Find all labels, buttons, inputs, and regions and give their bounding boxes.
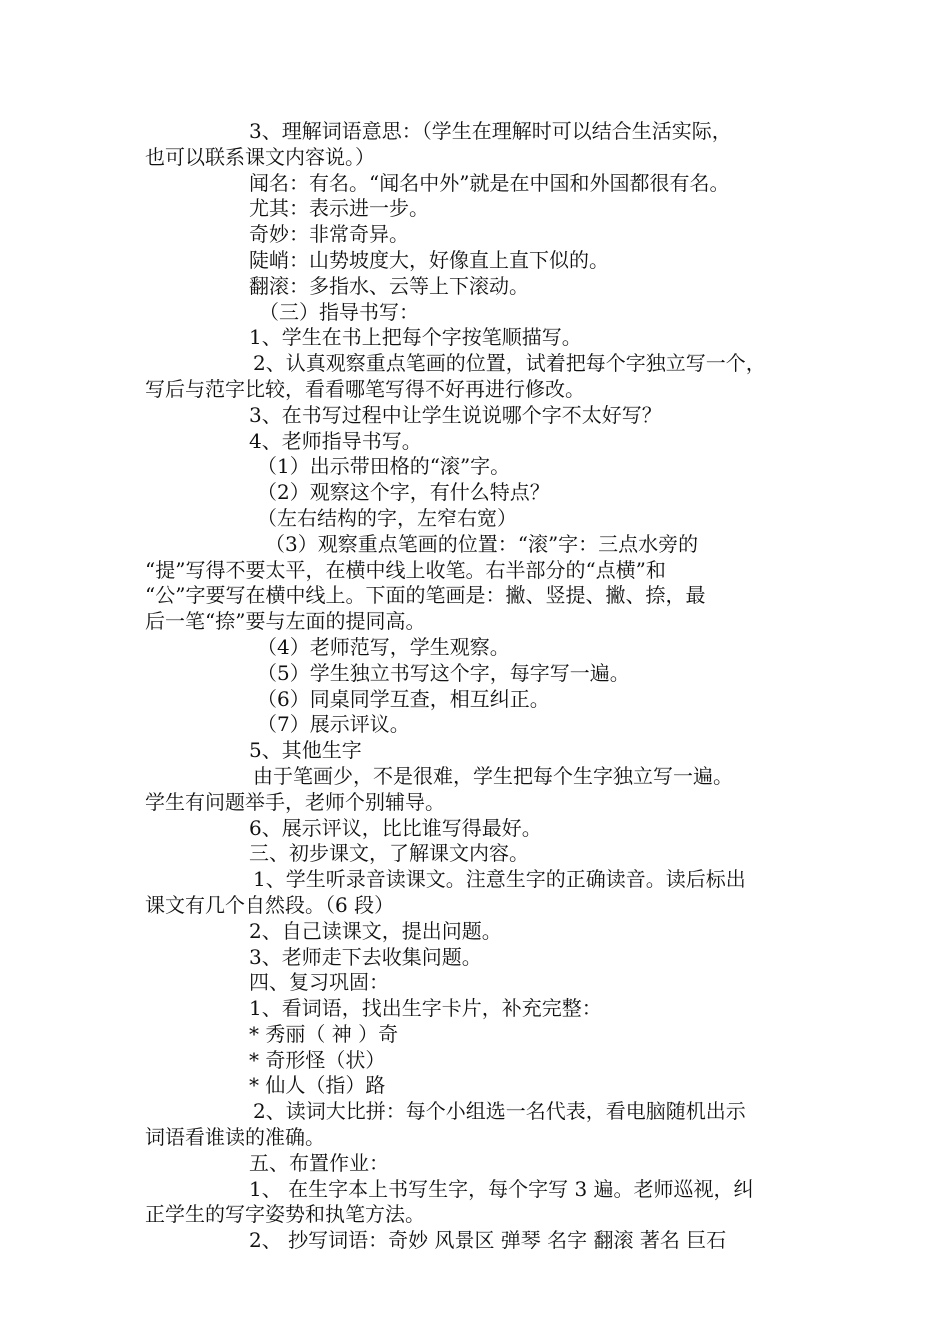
paragraph-line: （3）观察重点笔画的位置：“滚”字：三点水旁的 (265, 531, 699, 556)
paragraph-line: 写后与范字比较，看看哪笔写得不好再进行修改。 (145, 376, 585, 401)
paragraph-line: （2）观察这个字，有什么特点？ (257, 480, 550, 505)
paragraph-line: 2、 抄写词语：奇妙 风景区 弹琴 名字 翻滚 著名 巨石 (249, 1228, 727, 1253)
paragraph-line: （5）学生独立书写这个字，每字写一遍。 (257, 660, 630, 685)
paragraph-line: （4）老师范写，学生观察。 (257, 634, 510, 659)
paragraph-line: 尤其：表示进一步。 (249, 196, 429, 221)
paragraph-line: 5、其他生字 (249, 738, 362, 763)
paragraph-line: 3、在书写过程中让学生说说哪个字不太好写？ (249, 402, 662, 427)
section-heading: 三、初步课文，了解课文内容。 (249, 841, 529, 866)
paragraph-line: 1、学生在书上把每个字按笔顺描写。 (249, 325, 582, 350)
paragraph-line: 课文有几个自然段。（6 段） (145, 892, 395, 917)
paragraph-line: 2、读词大比拼：每个小组选一名代表，看电脑随机出示 (253, 1099, 746, 1124)
paragraph-line: “公”字要写在横中线上。下面的笔画是：撇、竖提、撇、捺，最 (145, 583, 706, 608)
paragraph-line: “提”写得不要太平，在横中线上收笔。右半部分的“点横”和 (145, 557, 666, 582)
paragraph-line: 1、 在生字本上书写生字，每个字写 3 遍。老师巡视，纠 (249, 1176, 754, 1201)
lesson-plan-text (145, 119, 825, 1254)
section-heading: 四、复习巩固： (249, 970, 389, 995)
paragraph-line: （6）同桌同学互查，相互纠正。 (257, 686, 550, 711)
paragraph-line: 1、学生听录音读课文。注意生字的正确读音。读后标出 (253, 867, 746, 892)
paragraph-line: 后一笔“捺”要与左面的提同高。 (145, 609, 426, 634)
paragraph-line: 2、自己读课文，提出问题。 (249, 918, 502, 943)
paragraph-line: 由于笔画少，不是很难，学生把每个生字独立写一遍。 (253, 763, 733, 788)
list-item: * 仙人（指）路 (249, 1073, 386, 1098)
paragraph-line: 1、看词语，找出生字卡片，补充完整： (249, 996, 602, 1021)
paragraph-line: 3、老师走下去收集问题。 (249, 944, 482, 969)
paragraph-line: 闻名：有名。“闻名中外”就是在中国和外国都很有名。 (249, 170, 730, 195)
paragraph-line: 也可以联系课文内容说。） (145, 144, 375, 169)
paragraph-line: 4、老师指导书写。 (249, 428, 422, 453)
paragraph-line: （7）展示评议。 (257, 712, 410, 737)
paragraph-line: 正学生的写字姿势和执笔方法。 (145, 1202, 425, 1227)
paragraph-line: （左右结构的字，左窄右宽） (257, 505, 517, 530)
list-item: * 秀丽（ 神 ）奇 (249, 1021, 399, 1046)
paragraph-line: 学生有问题举手，老师个别辅导。 (145, 789, 445, 814)
paragraph-line: 奇妙：非常奇异。 (249, 222, 409, 247)
paragraph-line: 2、认真观察重点笔画的位置，试着把每个字独立写一个， (253, 351, 766, 376)
paragraph-line: 词语看谁读的准确。 (145, 1125, 325, 1150)
section-heading: 五、布置作业： (249, 1150, 389, 1175)
list-item: * 奇形怪（状） (249, 1047, 386, 1072)
paragraph-line: （1）出示带田格的“滚”字。 (257, 454, 511, 479)
paragraph-line: 陡峭：山势坡度大，好像直上直下似的。 (249, 247, 609, 272)
paragraph-line: 3、理解词语意思：（学生在理解时可以结合生活实际， (249, 119, 732, 143)
paragraph-line: 翻滚：多指水、云等上下滚动。 (249, 273, 529, 298)
paragraph-line: 6、展示评议，比比谁写得最好。 (249, 815, 542, 840)
section-heading: （三）指导书写： (259, 299, 419, 324)
